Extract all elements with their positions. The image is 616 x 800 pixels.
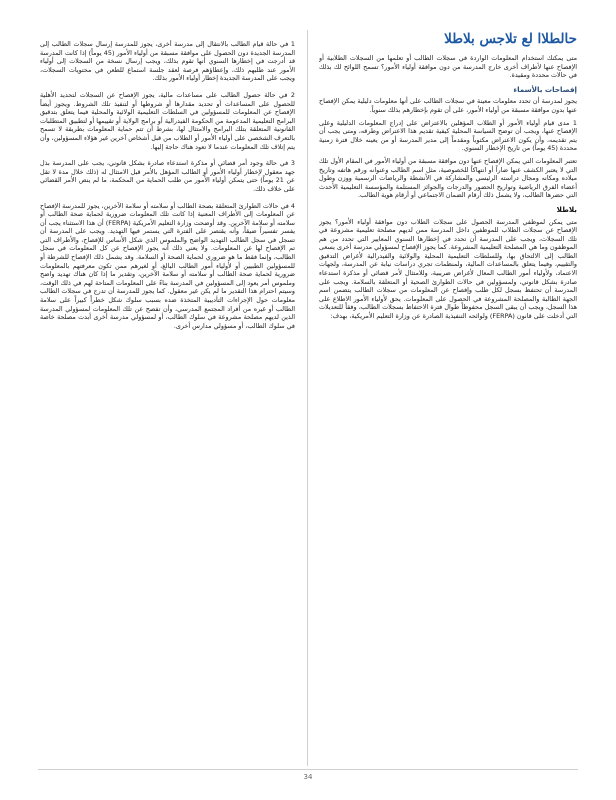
directory-info-paragraph: تعتبر المعلومات التي يمكن الإفصاح عنها دون موافقة مسبقة من أولياء الأمور في المقام الأول تلك التي لا يعتبر الكشف عنها ضاراً أو انتهاكاً للخصوصية، مثل اسم الطالب وعنوانه ورقم هاتفه وتاريخ ميلاده ومكانه ومجال دراسته الرئيسي والمشاركة في الأنشطة والرياضات الرسمية ووزن وطول أعضاء الفرق الرياضية وتواريخ الحضور والدرجات والجوائز المستلمة والمؤسسة التعليمية الأحدث التي حضرها الطالب، ولا يشمل ذلك أرقام الضمان الاجتماعي أو أرقام هوية الطالب. [319,156,577,200]
right-item-1: 1 مدى قيام أولياء الأمور أو الطلاب المؤهلين بالاعتراض على إدراج المعلومات الدليلية وعلى الإفصاح عنها، ويجب أن توضح السياسة المحلية كيفية تقديم هذا الاعتراض وطرقه، ومتى يجب أن يتم تقديمه، وأن يكون الاعتراض مكتوباً ومقدماً إلى مدير المدرسة أو من يعينه خلال فترة زمنية محددة (45 يوماً) من تاريخ الإخطار السنوي. [319,118,577,153]
intro-paragraph: متى يمكنك استخدام المعلومات الواردة في سجلات الطالب أو تعلمها من السجلات الطلابية أو الإفصاح عنها لأطراف أخرى خارج المدرسة من دون موافقة أولياء الأمور؟ تسمح اللوائح لك بذلك في حالات محددة ومقيدة. [319,54,577,80]
left-item-3: 3 في حالة وجود أمر قضائي أو مذكرة استدعاء صادرة بشكل قانوني، يجب على المدرسة بذل جهد معقول لإخطار أولياء الأمور أو الطالب المؤهل بالأمر قبل الامتثال له (ذلك خلال مدة لا تقل عن 21 يوماً) حتى يتمكن أولياء الأمور من طلب الحماية من المحكمة، ما لم ينص الأمر القضائي على خلاف ذلك. [40,159,295,193]
left-item-4: 4 في حالات الطوارئ المتعلقة بصحة الطالب أو سلامته أو سلامة الآخرين، يجوز للمدرسة الإفصاح عن المعلومات إلى الأطراف المعنية إذا كانت تلك المعلومات ضرورية لحماية صحة الطالب أو سلامته أو سلامة الآخرين. وقد أوضحت وزارة التعليم الأمريكية (FERPA) أن هذا الاستثناء يجب أن يفسر تفسيراً ضيقاً، وأنه يقتصر على الفترة التي يستمر فيها التهديد. ويجب على المدرسة أن تسجل في سجل الطالب التهديد الواضح والملموس الذي شكل الأساس للإفصاح، والأطراف التي تم الإفصاح لها عن المعلومات. ولا يعني ذلك أنه يجوز الإفصاح عن كل المعلومات في سجل الطالب، وإنما فقط ما هو ضروري لحماية الصحة أو السلامة. وقد يشمل ذلك الإفصاح للشرطة أو للمسؤولين الطبيين أو لأولياء أمور الطالب البالغ، أو لغيرهم ممن تكون معرفتهم بالمعلومات ضرورية لحماية صحة الطالب أو سلامته أو سلامة الآخرين، وتقدير ما إذا كان هناك تهديد واضح وملموس أمر يعود إلى المسؤولين في المدرسة بناءً على المعلومات المتاحة لهم في ذلك الوقت، وسيتم احترام هذا التقدير ما لم يكن غير معقول. كما يجوز للمدرسة أن تدرج في سجلات الطالب معلومات حول الإجراءات التأديبية المتخذة ضده بسبب سلوك شكل خطراً كبيراً على سلامة الطالب أو غيره من أفراد المجتمع المدرسي، وأن تفصح عن تلك المعلومات لمسؤولي المدرسة الذين لديهم مصلحة مشروعة في سلوك الطالب، أو لمسؤولي مدرسة أخرى أبدت مصلحة خاصة في سلوك الطالب، أو مسؤولي مدارس أخرى. [40,201,295,330]
students-paragraph: متى يمكن لموظفي المدرسة الحصول على سجلات الطلاب دون موافقة أولياء الأمور؟ يجوز الإفصاح عن سجلات الطلاب للموظفين داخل المدرسة ممن لديهم مصلحة تعليمية مشروعة في تلك السجلات، ويجب على المدرسة أن تحدد في إخطارها السنوي المعايير التي تحدد من هم الموظفون وما هي المصلحة التعليمية المشروعة. كما يجوز الإفصاح لمسؤولي مدرسة أخرى يسعى الطالب إلى الالتحاق بها، وللسلطات التعليمية المحلية والولائية والفيدرالية لأغراض التدقيق والتقييم، وفيما يتعلق بالمساعدات المالية، ولمنظمات تجري دراسات نيابة عن المدرسة، ولجهات الاعتماد، ولأولياء أمور الطالب المعال لأغراض ضريبية، وللامتثال لأمر قضائي أو مذكرة استدعاء صادرة بشكل قانوني، ولمسؤولين في حالات الطوارئ الصحية أو المتعلقة بالسلامة. ويجب على المدرسة أن تحتفظ بسجل لكل طلب وإفصاح عن المعلومات من سجلات الطالب يتضمن اسم الجهة الطالبة والمصلحة المشروعة في الحصول على المعلومات. يحق لأولياء الأمور الاطلاع على هذا السجل، ويجب أن يبقى السجل محفوظاً طوال فترة الاحتفاظ بسجلات الطالب، وفقاً للتعديلات التي أدخلت على قانون (FERPA) ولوائحه التنفيذية الصادرة عن وزارة التعليم الأمريكية، بهدف: [319,217,577,321]
column-divider [307,30,308,766]
directory-paragraph: يجوز لمدرسة أن تحدد معلومات معينة في سجلات الطالب على أنها معلومات دليلية يمكن الإفصاح عنها بدون موافقة مسبقة من أولياء الأمور، على أن تقوم بإخطارهم بذلك سنوياً. [319,97,577,114]
right-column [319,30,577,764]
section-heading-directory: إفصاحات بالأسماء [513,84,577,94]
page-title: حالطلاا لع تلاجس بلاطلا [444,31,577,47]
left-item-1: 1 في حالة قيام الطالب بالانتقال إلى مدرسة أخرى، يجوز للمدرسة إرسال سجلات الطالب إلى المدرسة الجديدة دون الحصول على موافقة مسبقة من أولياء الأمور (45 يوماً) إذا كانت المدرسة قد أدرجت في إخطارها السنوي أنها تقوم بذلك، ويجب إرسال نسخة من السجلات إلى أولياء الأمور عند طلبهم ذلك، وإعطاؤهم فرصة لعقد جلسة استماع للطعن في محتويات السجلات، ويجب على المدرسة الجديدة إخطار أولياء الأمور بذلك. [40,40,295,83]
section-heading-students: بلاطلا [556,204,577,214]
left-column [40,40,295,764]
footer-rule [38,769,578,770]
left-item-2: 2 في حالة حصول الطالب على مساعدات مالية، يجوز الإفصاح عن السجلات لتحديد الأهلية للحصول على المساعدات أو تحديد مقدارها أو شروطها أو لتنفيذ تلك الشروط. ويجوز أيضاً الإفصاح عن المعلومات للمسؤولين في السلطات التعليمية الولائية والمحلية فيما يتعلق بتدقيق البرامج التعليمية المدعومة من الحكومة الفيدرالية أو برامج الولاية أو تقييمها أو لتطبيق المتطلبات القانونية المتعلقة بتلك البرامج والامتثال لها، بشرط أن تتم حماية المعلومات بطريقة لا تسمح بالتعرف الشخصي على أولياء الأمور أو الطلاب من قبل أشخاص آخرين غير هؤلاء المسؤولين، وأن يتم إتلاف تلك المعلومات عندما لا تعود هناك حاجة إليها. [40,90,295,151]
page-number: 34 [303,773,313,781]
